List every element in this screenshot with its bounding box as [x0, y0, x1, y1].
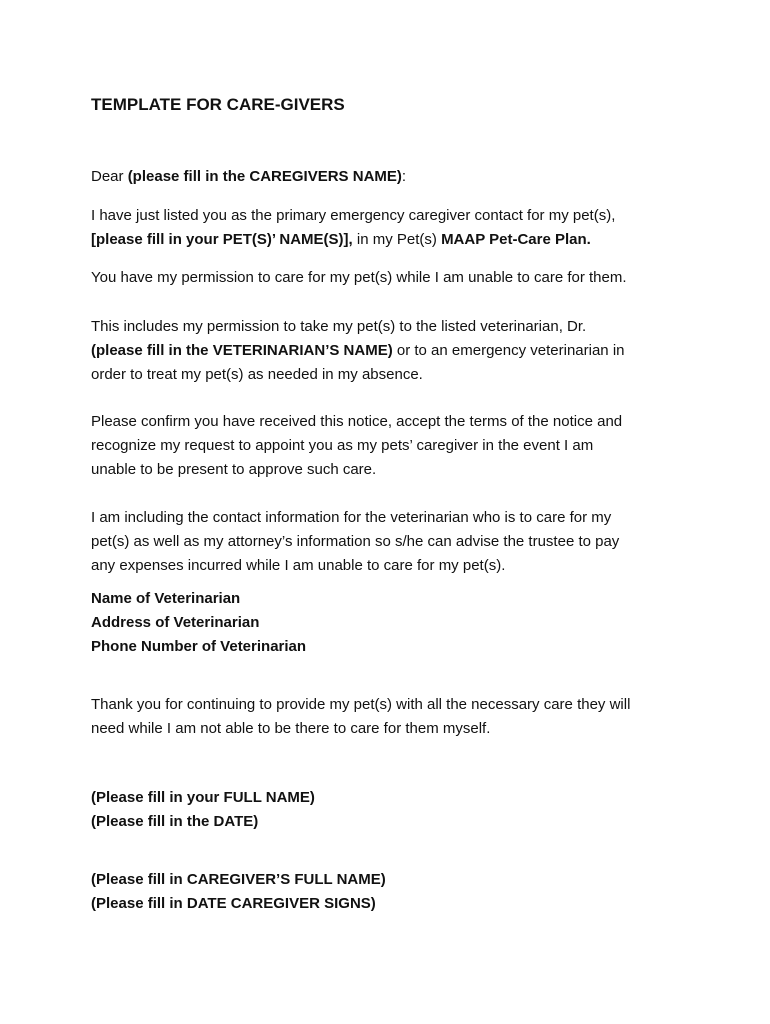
veterinarian-phone-label: Phone Number of Veterinarian — [91, 638, 307, 655]
caregiver-name-placeholder: (please fill in the CAREGIVERS NAME) — [127, 168, 402, 185]
paragraph-contact-line-1: I am including the contact information for the veterinarian who is to care for my — [91, 509, 612, 526]
paragraph-thanks-line-1: Thank you for continuing to provide my pet(s) with all the necessary care they will — [91, 696, 631, 713]
paragraph-contact-line-3: any expenses incurred while I am unable to care for my pet(s). — [91, 557, 506, 574]
paragraph-thanks-line-2: need while I am not able to be there to care for them myself. — [91, 720, 491, 737]
caregiver-date-placeholder: (Please fill in DATE CAREGIVER SIGNS) — [91, 895, 376, 912]
veterinarian-address-label: Address of Veterinarian — [91, 614, 260, 631]
owner-full-name-placeholder: (Please fill in your FULL NAME) — [91, 789, 315, 806]
paragraph-contact-line-2: pet(s) as well as my attorney’s information so s/he can advise the trustee to pay — [91, 533, 620, 550]
paragraph-veterinarian-line-2-rest: or to an emergency veterinarian in — [392, 342, 625, 359]
pet-names-placeholder: [please fill in your PET(S)’ NAME(S)], — [91, 231, 353, 248]
document-title: TEMPLATE FOR CARE-GIVERS — [91, 95, 345, 114]
salutation — [91, 165, 731, 189]
pet-care-plan-name: MAAP Pet-Care Plan. — [441, 231, 591, 248]
paragraph-permission — [91, 266, 731, 290]
veterinarian-name-label: Name of Veterinarian — [91, 590, 241, 607]
paragraph-veterinarian — [91, 315, 731, 387]
caregiver-signature-block — [91, 868, 731, 916]
caregiver-full-name-placeholder: (Please fill in CAREGIVER’S FULL NAME) — [91, 871, 386, 888]
owner-signature-block — [91, 786, 731, 834]
paragraph-veterinarian-line-1: This includes my permission to take my pet(s) to the listed veterinarian, Dr. — [91, 318, 587, 335]
paragraph-confirm-line-1: Please confirm you have received this notice, accept the terms of the notice and — [91, 413, 623, 430]
paragraph-contact-info — [91, 506, 731, 578]
paragraph-confirm-line-3: unable to be present to approve such care. — [91, 461, 377, 478]
paragraph-thanks — [91, 693, 731, 741]
paragraph-permission-line-1: You have my permission to care for my pet(s) while I am unable to care for them. — [91, 269, 627, 286]
owner-date-placeholder: (Please fill in the DATE) — [91, 813, 259, 830]
paragraph-listing — [91, 204, 731, 252]
paragraph-listing-mid: in my Pet(s) — [352, 231, 442, 248]
paragraph-listing-line-1: I have just listed you as the primary emergency caregiver contact for my pet(s), — [91, 207, 616, 224]
salutation-suffix: : — [401, 168, 407, 185]
paragraph-confirm — [91, 410, 731, 482]
paragraph-confirm-line-2: recognize my request to appoint you as my pets’ caregiver in the event I am — [91, 437, 594, 454]
paragraph-veterinarian-line-3: order to treat my pet(s) as needed in my absence. — [91, 366, 423, 383]
veterinarian-name-placeholder: (please fill in the VETERINARIAN’S NAME) — [91, 342, 393, 359]
salutation-prefix: Dear — [91, 168, 128, 185]
veterinarian-info — [91, 587, 731, 659]
